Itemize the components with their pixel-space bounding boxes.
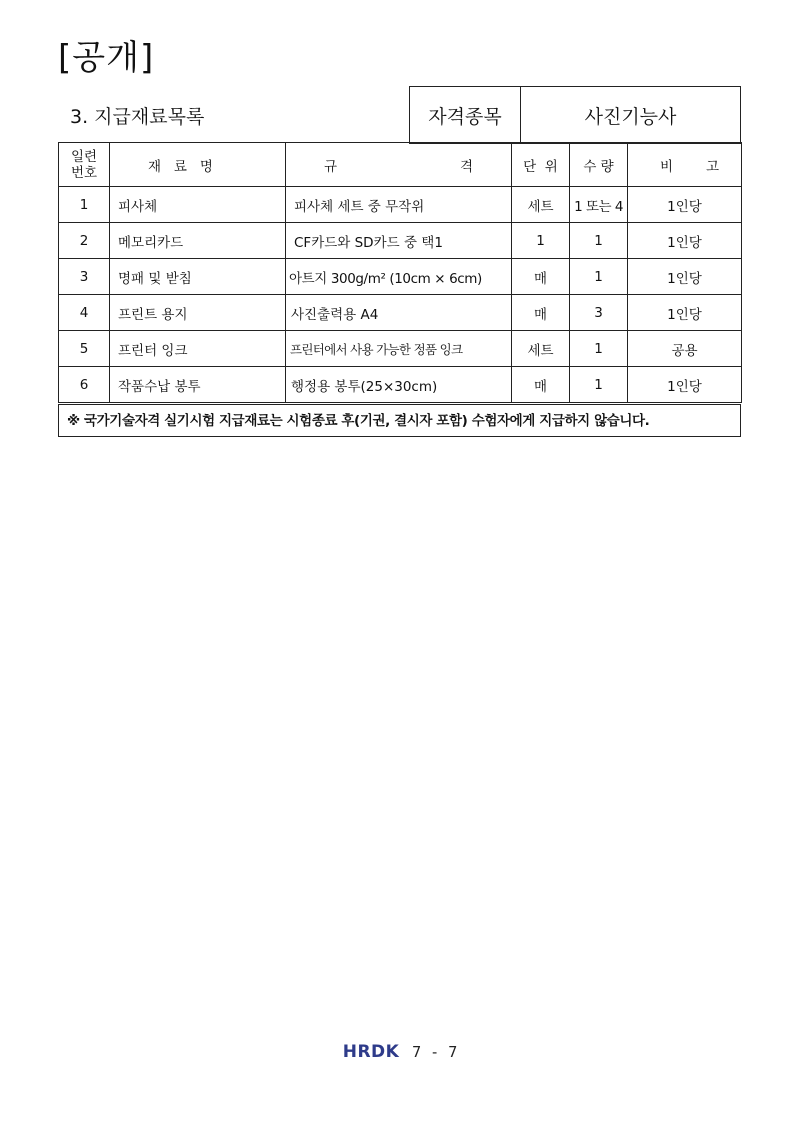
row-material-name: 메모리카드 xyxy=(110,223,286,259)
row-remarks: 1인당 xyxy=(628,187,742,223)
row-remarks: 1인당 xyxy=(628,295,742,331)
row-number: 5 xyxy=(59,331,110,367)
row-material-name: 명패 및 받침 xyxy=(110,259,286,295)
row-number: 2 xyxy=(59,223,110,259)
row-remarks: 1인당 xyxy=(628,259,742,295)
row-unit: 세트 xyxy=(512,331,570,367)
row-spec: 프린터에서 사용 가능한 정품 잉크 xyxy=(286,331,512,367)
row-material-name: 프린터 잉크 xyxy=(110,331,286,367)
row-unit: 매 xyxy=(512,295,570,331)
section-title: 3. 지급재료목록 xyxy=(70,105,205,128)
materials-table xyxy=(58,142,742,403)
row-quantity: 1 또는 4 xyxy=(570,187,628,223)
row-quantity: 1 xyxy=(570,367,628,403)
row-material-name: 작품수납 봉투 xyxy=(110,367,286,403)
row-number: 4 xyxy=(59,295,110,331)
row-number: 6 xyxy=(59,367,110,403)
header-spec-right: 격 xyxy=(459,158,473,175)
header-remarks-right: 고 xyxy=(705,158,719,175)
row-remarks: 1인당 xyxy=(628,223,742,259)
row-number: 3 xyxy=(59,259,110,295)
header-remarks xyxy=(628,143,742,187)
header-table xyxy=(58,86,741,144)
page-footer xyxy=(0,1042,800,1062)
row-unit: 세트 xyxy=(512,187,570,223)
row-unit: 매 xyxy=(512,367,570,403)
table-row xyxy=(59,367,742,403)
row-quantity: 3 xyxy=(570,295,628,331)
row-spec: 피사체 세트 중 무작위 xyxy=(286,187,512,223)
header-serial-line1: 일련 xyxy=(70,148,98,165)
table-row xyxy=(59,187,742,223)
hrdk-logo: HRDK xyxy=(342,1042,400,1062)
table-row xyxy=(59,331,742,367)
table-row xyxy=(59,223,742,259)
table-row xyxy=(59,295,742,331)
row-spec: 행정용 봉투(25×30cm) xyxy=(286,367,512,403)
header-unit: 단 위 xyxy=(512,143,570,187)
row-unit: 매 xyxy=(512,259,570,295)
page-tag: [공개] xyxy=(58,38,155,78)
header-remarks-left: 비 xyxy=(660,158,674,175)
notice-text: ※ 국가기술자격 실기시험 지급재료는 시험종료 후(기권, 결시자 포함) 수험자에게 지급하지 않습니다. xyxy=(58,404,741,437)
qualification-label: 자격종목 xyxy=(410,87,521,144)
page-number: 7 - 7 xyxy=(412,1043,458,1061)
row-quantity: 1 xyxy=(570,223,628,259)
header-spec xyxy=(286,143,512,187)
row-quantity: 1 xyxy=(570,331,628,367)
table-row xyxy=(59,259,742,295)
row-spec: CF카드와 SD카드 중 택1 xyxy=(286,223,512,259)
header-material-name: 재 료 명 xyxy=(110,143,286,187)
row-spec: 아트지 300g/m² (10cm × 6cm) xyxy=(286,259,512,295)
row-material-name: 프린트 용지 xyxy=(110,295,286,331)
row-material-name: 피사체 xyxy=(110,187,286,223)
row-remarks: 1인당 xyxy=(628,367,742,403)
row-quantity: 1 xyxy=(570,259,628,295)
row-unit: 1 xyxy=(512,223,570,259)
row-number: 1 xyxy=(59,187,110,223)
row-remarks: 공용 xyxy=(628,331,742,367)
header-quantity: 수 량 xyxy=(570,143,628,187)
table-header-row xyxy=(59,143,742,187)
header-spec-left: 규 xyxy=(324,158,338,175)
row-spec: 사진출력용 A4 xyxy=(286,295,512,331)
header-serial-number xyxy=(59,143,110,187)
header-serial-line2: 번호 xyxy=(70,164,98,181)
qualification-value: 사진기능사 xyxy=(521,87,741,144)
